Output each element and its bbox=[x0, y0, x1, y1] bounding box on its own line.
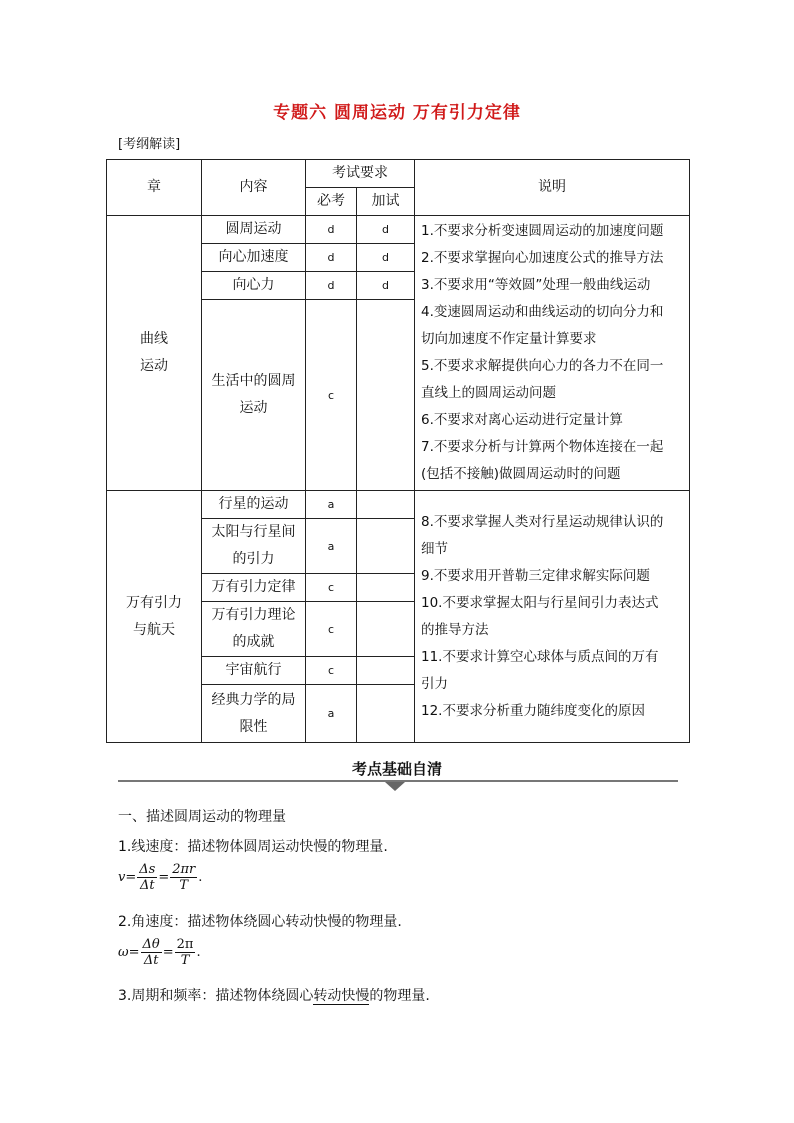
content-cell: 宇宙航行 bbox=[202, 657, 306, 685]
note-line: 1.不要求分析变速圆周运动的加速度问题 bbox=[421, 223, 664, 239]
note-line: 切向加速度不作定量计算要求 bbox=[421, 331, 597, 347]
divider-triangle-icon bbox=[385, 782, 405, 791]
content-label: 生活中的圆周 bbox=[211, 373, 296, 389]
section-title: 考点基础自清 bbox=[351, 760, 442, 778]
formula-linear-velocity: v= $\frac{\Delta s}{\Delta t}$ = $\frac{2\pi r}{T}$ . bbox=[118, 862, 203, 893]
extra-cell bbox=[357, 685, 415, 743]
content-cell: 向心加速度 bbox=[202, 244, 306, 272]
content-label: 经典力学的局 bbox=[211, 691, 296, 708]
formula-end: . bbox=[198, 870, 203, 885]
note-line: 2.不要求掌握向心加速度公式的推导方法 bbox=[421, 250, 664, 266]
chapter-label: 运动 bbox=[140, 358, 168, 374]
chapter-label: 与航天 bbox=[133, 621, 175, 638]
content-cell bbox=[202, 519, 306, 574]
header-extra: 加试 bbox=[357, 188, 415, 216]
item-text: 3.周期和频率：描述物体绕圆心 bbox=[118, 988, 314, 1004]
formula-denominator: Δt bbox=[139, 878, 155, 893]
formula-numerator: 2πr bbox=[172, 862, 196, 877]
chapter-label: 万有引力 bbox=[126, 594, 182, 611]
note-line: 直线上的圆周运动问题 bbox=[421, 385, 556, 401]
item-linear-velocity: 1.线速度：描述物体圆周运动快慢的物理量. bbox=[118, 839, 388, 855]
chapter-cell bbox=[107, 491, 202, 743]
note-line: (包括不接触)做圆周运动时的问题 bbox=[421, 466, 621, 482]
item-text: 的物理量. bbox=[369, 988, 430, 1004]
content-label: 的成就 bbox=[232, 634, 275, 650]
page-title: 专题六 圆周运动 万有引力定律 bbox=[273, 103, 521, 123]
note-line: 6.不要求对离心运动进行定量计算 bbox=[421, 412, 623, 428]
content-cell: 行星的运动 bbox=[202, 491, 306, 519]
extra-cell: d bbox=[357, 216, 415, 244]
content-cell: 向心力 bbox=[202, 272, 306, 300]
formula-numerator: Δθ bbox=[142, 937, 160, 952]
required-cell: d bbox=[306, 216, 357, 244]
content-label: 的引力 bbox=[232, 551, 275, 567]
formula-numerator: Δs bbox=[139, 862, 156, 877]
formula-angular-velocity: ω= $\frac{\Delta\theta}{\Delta t}$ = $\frac{2\pi}{T}$ . bbox=[118, 937, 201, 968]
notes-cell bbox=[415, 491, 690, 743]
header-requirement: 考试要求 bbox=[306, 160, 415, 188]
extra-cell bbox=[357, 300, 415, 491]
header-required: 必考 bbox=[306, 188, 357, 216]
section-heading: 一、描述圆周运动的物理量 bbox=[118, 809, 286, 825]
extra-cell: d bbox=[357, 272, 415, 300]
chapter-cell bbox=[107, 216, 202, 491]
required-cell: d bbox=[306, 244, 357, 272]
formula-symbol: ω bbox=[118, 945, 129, 960]
chapter-label: 曲线 bbox=[140, 331, 168, 347]
formula-denominator: T bbox=[179, 878, 189, 893]
extra-cell bbox=[357, 574, 415, 602]
note-line: 细节 bbox=[421, 540, 448, 557]
content-cell: 圆周运动 bbox=[202, 216, 306, 244]
content-cell bbox=[202, 602, 306, 657]
note-line: 3.不要求用“等效圆”处理一般曲线运动 bbox=[421, 277, 651, 293]
content-label: 太阳与行星间 bbox=[211, 524, 296, 540]
header-content: 内容 bbox=[202, 160, 306, 216]
required-cell: c bbox=[306, 602, 357, 657]
syllabus-table bbox=[106, 159, 690, 743]
required-cell: d bbox=[306, 272, 357, 300]
formula-numerator: 2π bbox=[176, 937, 194, 952]
notes-cell bbox=[415, 216, 690, 491]
content-label: 万有引力理论 bbox=[211, 607, 296, 623]
formula-symbol: v bbox=[118, 870, 126, 885]
note-line: 12.不要求分析重力随纬度变化的原因 bbox=[421, 702, 645, 719]
content-label: 限性 bbox=[239, 718, 268, 735]
required-cell: c bbox=[306, 300, 357, 491]
syllabus-subhead: [考纲解读] bbox=[118, 137, 181, 152]
item-angular-velocity: 2.角速度：描述物体绕圆心转动快慢的物理量. bbox=[118, 914, 402, 930]
content-label: 运动 bbox=[239, 400, 268, 416]
note-line: 4.变速圆周运动和曲线运动的切向分力和 bbox=[421, 304, 664, 320]
header-chapter: 章 bbox=[107, 160, 202, 216]
table-row bbox=[107, 216, 690, 244]
note-line: 9.不要求用开普勒三定律求解实际问题 bbox=[421, 567, 650, 584]
note-line: 7.不要求分析与计算两个物体连接在一起 bbox=[421, 439, 664, 455]
extra-cell bbox=[357, 519, 415, 574]
required-cell: a bbox=[306, 685, 357, 743]
formula-denominator: Δt bbox=[143, 953, 159, 968]
extra-cell: d bbox=[357, 244, 415, 272]
table-row bbox=[107, 491, 690, 519]
content-cell bbox=[202, 685, 306, 743]
header-explanation: 说明 bbox=[415, 160, 690, 216]
formula-denominator: T bbox=[180, 953, 190, 968]
note-line: 11.不要求计算空心球体与质点间的万有 bbox=[421, 648, 659, 665]
required-cell: a bbox=[306, 491, 357, 519]
note-line: 5.不要求求解提供向心力的各力不在同一 bbox=[421, 358, 664, 374]
underlined-text: 转动快慢 bbox=[313, 988, 370, 1004]
formula-end: . bbox=[196, 945, 201, 960]
content-cell: 万有引力定律 bbox=[202, 574, 306, 602]
required-cell: a bbox=[306, 519, 357, 574]
item-period-frequency bbox=[118, 985, 430, 1005]
note-line: 10.不要求掌握太阳与行星间引力表达式 bbox=[421, 594, 659, 611]
note-line: 引力 bbox=[421, 675, 448, 692]
content-cell bbox=[202, 300, 306, 491]
required-cell: c bbox=[306, 657, 357, 685]
note-line: 的推导方法 bbox=[421, 621, 489, 638]
extra-cell bbox=[357, 491, 415, 519]
note-line: 8.不要求掌握人类对行星运动规律认识的 bbox=[421, 513, 664, 530]
extra-cell bbox=[357, 602, 415, 657]
required-cell: c bbox=[306, 574, 357, 602]
extra-cell bbox=[357, 657, 415, 685]
